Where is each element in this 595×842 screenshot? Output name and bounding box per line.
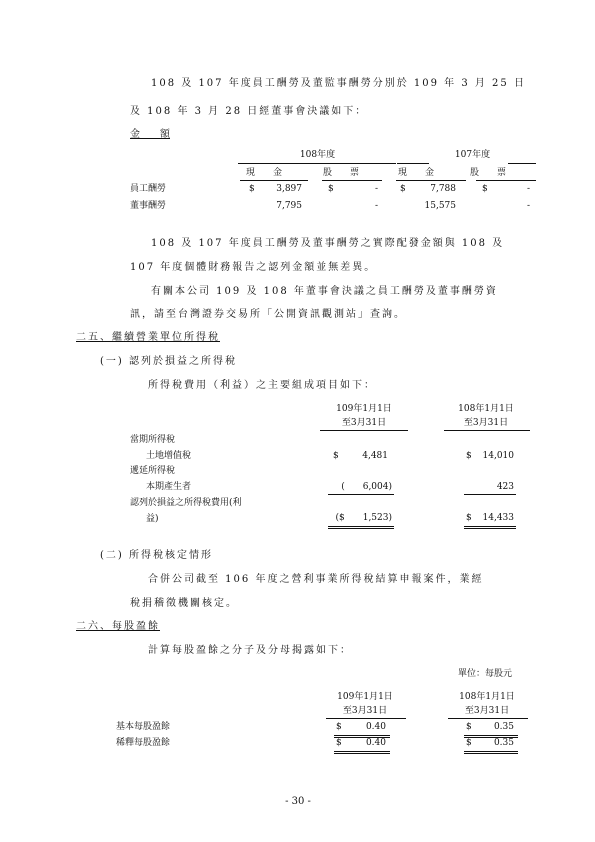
col-header-rule <box>320 430 408 431</box>
col-header-108: 108年1月1日 <box>458 404 514 414</box>
cell-value: - <box>526 201 530 211</box>
para3-line1: 有關本公司 109 及 108 年董事會決議之員工酬勞及董事酬勞資 <box>151 286 498 297</box>
basic-eps-label: 基本每股盈餘 <box>116 722 171 732</box>
para1-line2: 及 108 年 3 月 28 日經董事會決議如下： <box>130 106 368 117</box>
currency-symbol: $ <box>336 722 342 732</box>
section-25-sub2-line2: 稅捐稽徵機關核定。 <box>130 598 238 609</box>
total-label-line2: 益) <box>146 514 159 524</box>
table-header-107: 107年度 <box>454 150 491 160</box>
cell-value: 4,481 <box>362 451 388 461</box>
cell-value: - <box>526 184 530 194</box>
current-tax-label: 當期所得稅 <box>130 435 176 445</box>
deferred-tax-label: 遞延所得稅 <box>130 466 176 476</box>
cell-value: 7,795 <box>276 201 302 211</box>
row-label-employee: 員工酬勞 <box>130 184 167 194</box>
section-26-intro: 計算每股盈餘之分子及分母揭露如下： <box>148 645 352 656</box>
col-header-109-sub: 至3月31日 <box>342 706 388 716</box>
currency-symbol: $ <box>466 513 472 523</box>
diluted-eps-label: 稀釋每股盈餘 <box>116 738 171 748</box>
cell-value: ($ 1,523) <box>335 513 392 523</box>
section-25-heading: 二五、繼續營業單位所得稅 <box>76 332 220 343</box>
currency-symbol: $ <box>333 451 339 461</box>
cell-value: 0.35 <box>493 738 514 748</box>
section-25-sub1: (一) 認列於損益之所得稅 <box>100 356 237 367</box>
row-label-director: 董事酬勞 <box>130 201 167 211</box>
currency-symbol: $ <box>400 184 406 194</box>
cell-value: 15,575 <box>424 201 456 211</box>
subheader-rule <box>322 180 382 181</box>
col-header-108: 108年1月1日 <box>459 692 515 702</box>
cell-value: ( 6,004) <box>341 482 392 492</box>
table-header-108: 108年度 <box>299 150 336 160</box>
subheader-rule <box>396 180 466 181</box>
subtotal-rule <box>464 494 516 495</box>
col-header-rule <box>448 718 528 719</box>
currency-symbol: $ <box>466 451 472 461</box>
subheader-108-stock: 股 票 <box>323 168 360 178</box>
col-header-rule <box>326 718 406 719</box>
col-header-108-sub: 至3月31日 <box>464 706 510 716</box>
cell-value: 0.35 <box>493 722 514 732</box>
para3-line2: 訊，請至台灣證券交易所「公開資訊觀測站」查詢。 <box>130 309 406 320</box>
currency-symbol: $ <box>336 738 342 748</box>
cell-value: 3,897 <box>276 184 302 194</box>
total-rule <box>328 526 394 529</box>
section-25-sub2-line1: 合併公司截至 106 年度之營利事業所得稅結算申報案件，業經 <box>148 574 484 585</box>
header-rule <box>238 163 396 164</box>
currency-symbol: $ <box>466 722 472 732</box>
subtotal-rule <box>328 494 394 495</box>
currency-symbol: $ <box>249 184 255 194</box>
land-tax-label: 土地增值稅 <box>146 451 192 461</box>
page-number: - 30 - <box>285 796 311 807</box>
col-header-rule <box>444 430 530 431</box>
cell-value: 14,010 <box>482 451 514 461</box>
header-rule <box>397 163 429 164</box>
para2-line2: 107 年度個體財務報告之認列金額並無差異。 <box>130 262 377 273</box>
total-label-line1: 認列於損益之所得稅費用(利 <box>130 498 242 508</box>
total-rule <box>464 526 516 529</box>
currency-symbol: $ <box>328 184 334 194</box>
unit-label: 單位：每股元 <box>458 669 513 679</box>
col-header-108-sub: 至3月31日 <box>463 418 509 428</box>
total-rule <box>464 751 518 754</box>
header-rule <box>508 163 536 164</box>
subheader-108-cash: 現 金 <box>246 168 283 178</box>
subheader-rule <box>240 180 308 181</box>
para2-line1: 108 及 107 年度員工酬勞及董事酬勞之實際配發金額與 108 及 <box>151 238 505 249</box>
section-26-number <box>76 621 160 633</box>
deferred-sub-label: 本期產生者 <box>146 482 192 492</box>
section-25-intro: 所得稅費用（利益）之主要組成項目如下： <box>148 380 376 391</box>
para1-line1: 108 及 107 年度員工酬勞及董監事酬勞分別於 109 年 3 月 25 日 <box>151 78 526 89</box>
col-header-109-sub: 至3月31日 <box>341 418 387 428</box>
subheader-107-stock: 股 票 <box>470 168 507 178</box>
subheader-rule <box>476 180 536 181</box>
cell-value: 0.40 <box>365 722 386 732</box>
cell-value: 423 <box>496 482 514 492</box>
currency-symbol: $ <box>482 184 488 194</box>
section-26-heading: 二六、每股盈餘 <box>76 621 160 632</box>
cell-value: 14,433 <box>482 513 514 523</box>
col-header-109: 109年1月1日 <box>337 692 393 702</box>
section-25-sub2: (二) 所得稅核定情形 <box>100 550 213 561</box>
amount-subheading: 金 額 <box>130 129 170 140</box>
total-rule <box>334 751 390 754</box>
currency-symbol: $ <box>466 738 472 748</box>
cell-value: - <box>374 201 378 211</box>
col-header-109: 109年1月1日 <box>336 404 392 414</box>
cell-value: 0.40 <box>365 738 386 748</box>
cell-value: - <box>374 184 378 194</box>
subheader-107-cash: 現 金 <box>398 168 435 178</box>
cell-value: 7,788 <box>430 184 456 194</box>
